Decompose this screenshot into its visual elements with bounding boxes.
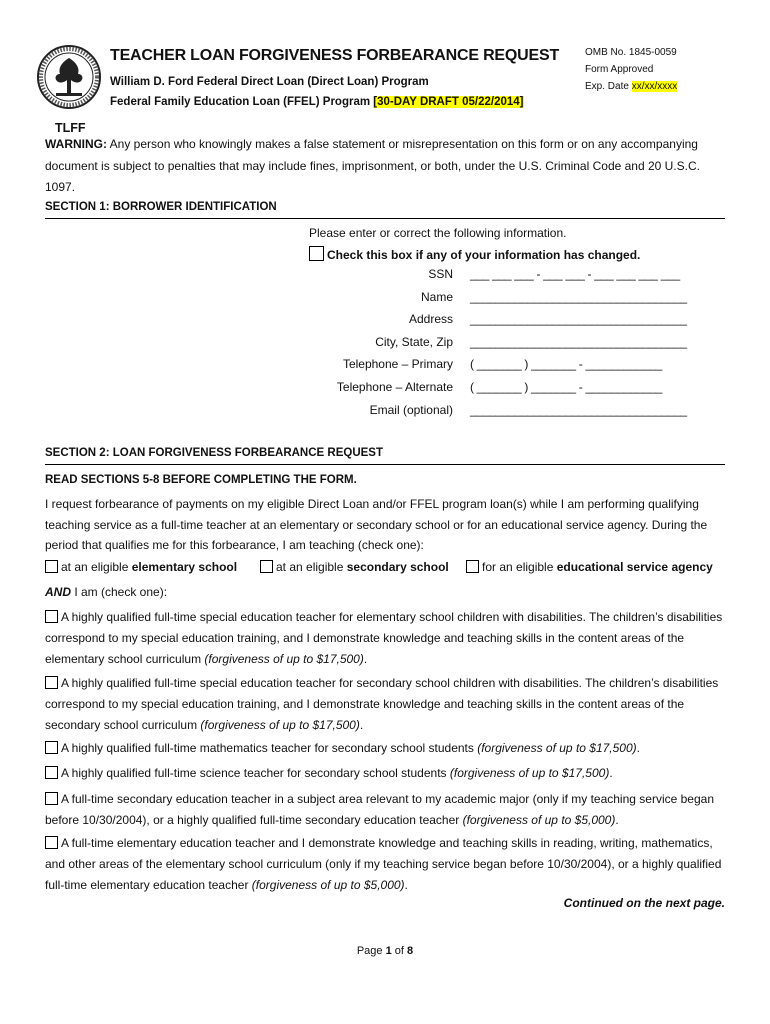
- omb-number: OMB No. 1845-0059: [585, 47, 677, 58]
- option-educational-service-agency[interactable]: [466, 560, 713, 574]
- item-text: A highly qualified full-time special education teacher for secondary school children with disabilities. The children’s disabilities correspond to my special education training, and I demonstrate knowledge and teaching skills in the content areas of the secondary school curriculum: [45, 676, 719, 732]
- item-text: A full-time secondary education teacher in a subject area relevant to my academic major (only if my teaching service began before 10/30/2004), or a highly qualified full-time secondary education teacher: [45, 792, 714, 827]
- item-forgiveness: (forgiveness of up to $17,500): [449, 766, 610, 780]
- item-text: A full-time elementary education teacher and I demonstrate knowledge and teaching skills in reading, writing, mathematics, and other areas of the elementary school curriculum (only if my teaching service began before 10/30/2004), or a highly qualified full-time elementary education teacher: [45, 836, 722, 892]
- item-text: A highly qualified full-time science teacher for secondary school students: [61, 766, 450, 780]
- item-forgiveness: (forgiveness of up to $17,500): [477, 741, 637, 755]
- exp-label: Exp. Date: [585, 81, 629, 92]
- name-field[interactable]: __________________________________: [470, 290, 687, 304]
- item-forgiveness: (forgiveness of up to $5,000): [462, 813, 616, 827]
- department-seal-icon: [36, 44, 102, 110]
- email-field[interactable]: __________________________________: [470, 403, 687, 417]
- draft-label: [30-DAY DRAFT 05/22/2014]: [373, 96, 524, 108]
- teacher-option-mathematics: [45, 738, 725, 759]
- and-rest: I am (check one):: [71, 585, 168, 599]
- option-bold: secondary school: [346, 560, 449, 574]
- science-checkbox[interactable]: [45, 766, 58, 779]
- of-word: of: [394, 945, 404, 957]
- sped-secondary-checkbox[interactable]: [45, 676, 58, 689]
- teacher-option-secondary-education: [45, 789, 725, 831]
- form-code: TLFF: [55, 121, 86, 135]
- request-paragraph: I request forbearance of payments on my eligible Direct Loan and/or FFEL program loan(s) while I am performing qualifying teaching service as a full-time teacher at an elementary or secondary school or for an educational service agency. During the period that qualifies me for this forbearance, I am teaching (check one):: [45, 497, 708, 552]
- elementary-education-checkbox[interactable]: [45, 836, 58, 849]
- mathematics-checkbox[interactable]: [45, 741, 58, 754]
- item-forgiveness: (forgiveness of up to $17,500): [204, 652, 364, 666]
- item-end: .: [609, 766, 613, 780]
- ssn-field[interactable]: ___ ___ ___ - ___ ___ - ___ ___ ___ ___: [470, 267, 680, 281]
- item-text: A highly qualified full-time special education teacher for elementary school children with disabilities. The children’s disabilities correspond to my special education training, and I demonstrate knowledge and teaching skills in the content areas of the elementary school curriculum: [45, 610, 723, 666]
- option-prefix: for an eligible: [482, 560, 557, 574]
- option-prefix: at an eligible: [276, 560, 347, 574]
- and-i-am-line: [45, 585, 167, 599]
- section2-heading: SECTION 2: LOAN FORGIVENESS FORBEARANCE REQUEST: [45, 447, 384, 459]
- address-label: Address: [408, 312, 453, 326]
- secondary-education-checkbox[interactable]: [45, 792, 58, 805]
- option-bold: educational service agency: [556, 560, 713, 574]
- section2-divider: [45, 464, 725, 465]
- teacher-option-sped-elementary: [45, 607, 725, 670]
- telephone-primary-label: Telephone – Primary: [342, 357, 453, 371]
- teacher-option-science: [45, 763, 725, 784]
- exp-value: xx/xx/xxxx: [631, 81, 678, 92]
- program-line-direct: William D. Ford Federal Direct Loan (Direct Loan) Program: [110, 76, 429, 88]
- item-end: .: [363, 652, 368, 666]
- warning-paragraph: [45, 134, 730, 199]
- item-end: .: [615, 813, 619, 827]
- educational-service-agency-checkbox[interactable]: [466, 560, 479, 573]
- item-forgiveness: (forgiveness of up to $5,000): [251, 878, 405, 892]
- telephone-primary-field[interactable]: ( _______ ) _______ - ____________: [470, 357, 662, 371]
- elementary-school-checkbox[interactable]: [45, 560, 58, 573]
- telephone-alternate-field[interactable]: ( _______ ) _______ - ____________: [470, 380, 662, 394]
- option-secondary-school[interactable]: [260, 560, 449, 574]
- form-title: TEACHER LOAN FORGIVENESS FORBEARANCE REQUEST: [110, 47, 560, 64]
- option-prefix: at an eligible: [61, 560, 132, 574]
- city-state-zip-label: City, State, Zip: [375, 335, 453, 349]
- read-sections-note: READ SECTIONS 5-8 BEFORE COMPLETING THE FORM.: [45, 474, 357, 486]
- program-line-ffel-text: Federal Family Education Loan (FFEL) Program: [110, 96, 371, 108]
- page-word: Page: [356, 945, 383, 957]
- item-text: A highly qualified full-time mathematics teacher for secondary school students: [61, 741, 478, 755]
- and-label: AND: [45, 585, 71, 599]
- page-number: [0, 945, 770, 957]
- name-label: Name: [420, 290, 453, 304]
- option-elementary-school[interactable]: [45, 560, 237, 574]
- ssn-label: SSN: [428, 267, 453, 281]
- warning-text: Any person who knowingly makes a false statement or misrepresentation on this form or on any accompanying document is subject to penalties that may include fines, imprisonment, or both, under the U.S. Criminal Code and 20 U.S.C. 1097.: [45, 137, 700, 194]
- section1-heading: SECTION 1: BORROWER IDENTIFICATION: [45, 201, 277, 213]
- teacher-option-sped-secondary: [45, 673, 725, 736]
- form-approved: Form Approved: [585, 64, 654, 75]
- item-end: .: [636, 741, 640, 755]
- program-line-ffel: [110, 96, 524, 108]
- info-changed-label: Check this box if any of your information has changed.: [327, 248, 641, 262]
- telephone-alternate-label: Telephone – Alternate: [336, 380, 453, 394]
- section1-intro: Please enter or correct the following information.: [309, 226, 567, 240]
- email-label: Email (optional): [369, 403, 453, 417]
- warning-label: WARNING:: [45, 137, 107, 151]
- section1-divider: [45, 218, 725, 219]
- city-state-zip-field[interactable]: __________________________________: [470, 335, 687, 349]
- address-field[interactable]: __________________________________: [470, 312, 687, 326]
- item-end: .: [404, 878, 408, 892]
- teacher-option-elementary-education: [45, 833, 725, 896]
- info-changed-row: [309, 246, 640, 262]
- sped-elementary-checkbox[interactable]: [45, 610, 58, 623]
- info-changed-checkbox[interactable]: [309, 246, 324, 261]
- continued-note: Continued on the next page.: [563, 896, 725, 910]
- page-num: 1: [385, 945, 392, 957]
- page-total: 8: [407, 945, 414, 957]
- secondary-school-checkbox[interactable]: [260, 560, 273, 573]
- expiration-date: [585, 81, 677, 92]
- item-forgiveness: (forgiveness of up to $17,500): [200, 718, 360, 732]
- option-bold: elementary school: [131, 560, 238, 574]
- item-end: .: [359, 718, 364, 732]
